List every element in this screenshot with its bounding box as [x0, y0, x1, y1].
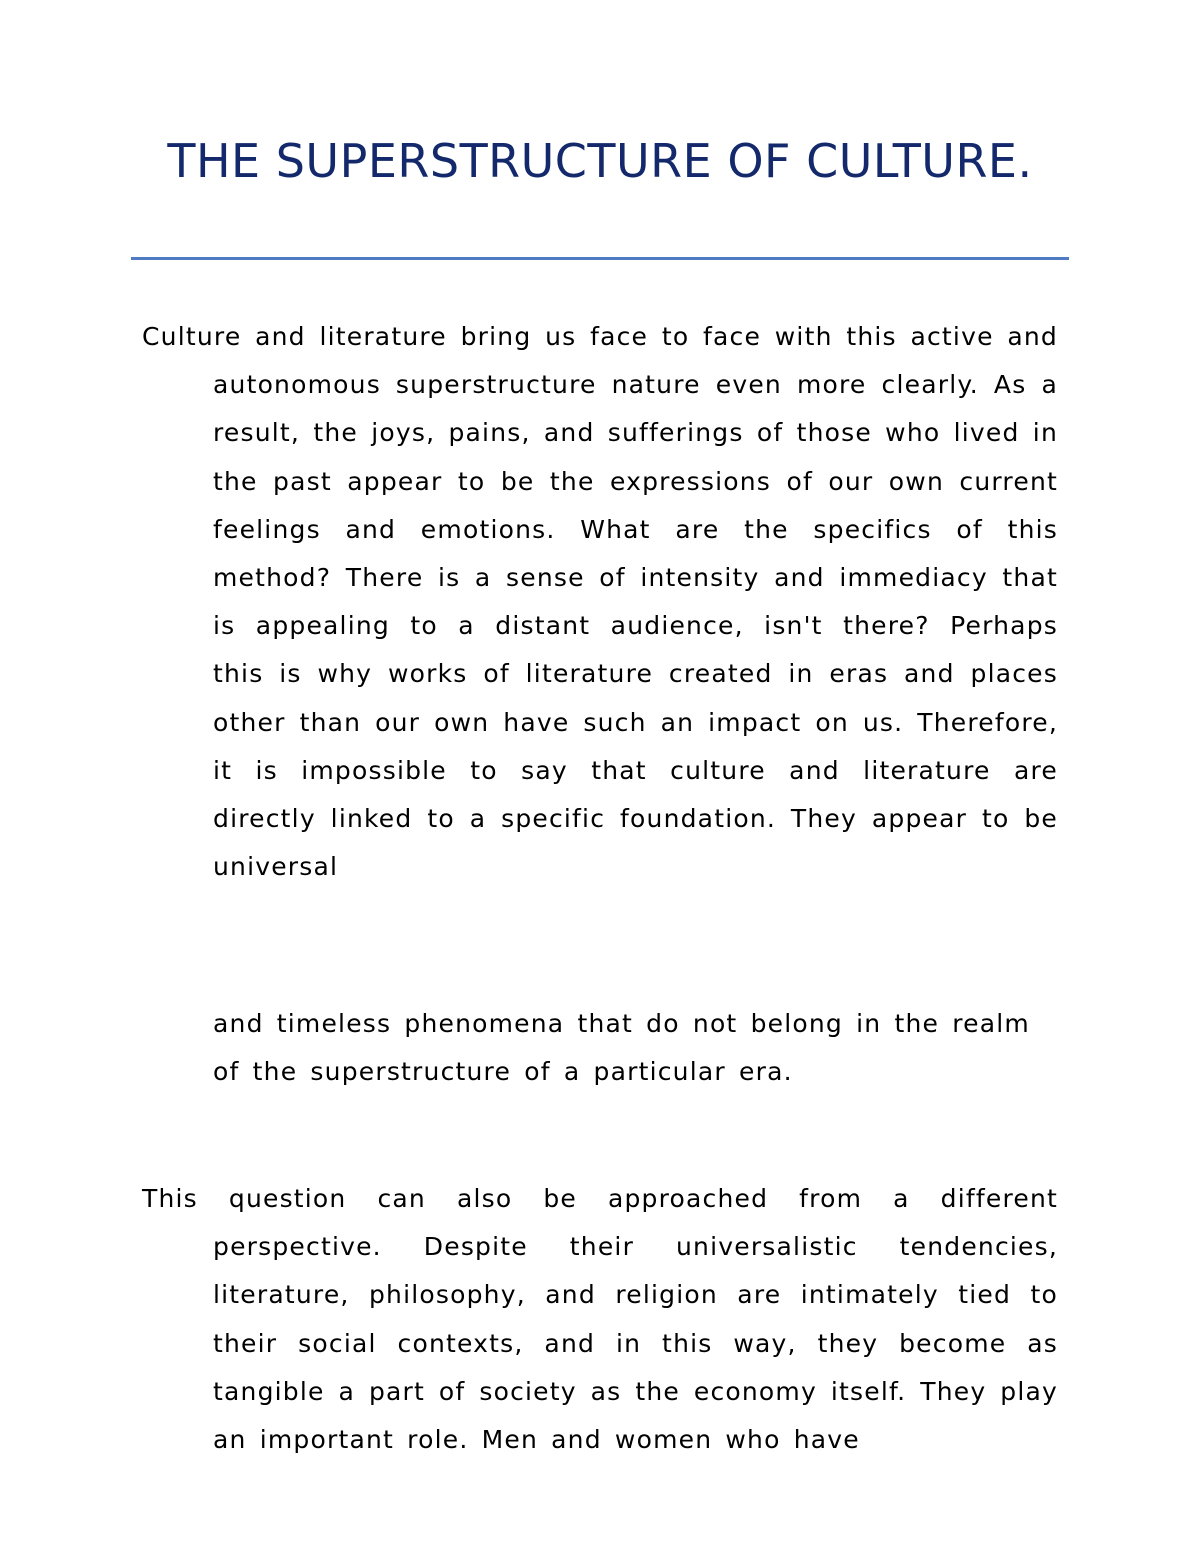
body-paragraph-continuation: and timeless phenomena that do not belong in the realm of the superstructure of a particular era.	[213, 1009, 1030, 1087]
title-underline-divider	[131, 257, 1069, 260]
body-paragraph: Culture and literature bring us face to face with this active and autonomous superstructure nature even more clearly. As a result, the joys, pains, and sufferings of those who lived in the past appear to be the expressions of our own current feelings and emotions. What are the specifics of this method? There is a sense of intensity and immediacy that is appealing to a distant audience, isn't there? Perhaps this is why works of literature created in eras and places other than our own have such an impact on us. Therefore, it is impossible to say that culture and literature are directly linked to a specific foundation. They appear to be universal	[142, 322, 1058, 882]
page-title: THE SUPERSTRUCTURE OF CULTURE.	[167, 134, 1033, 188]
body-paragraph: This question can also be approached from a different perspective. Despite their universalistic tendencies, literature, philosophy, and religion are intimately tied to their social contexts, and in this way, they become as tangible a part of society as the economy itself. They play an important role. Men and women who have	[142, 1184, 1058, 1455]
